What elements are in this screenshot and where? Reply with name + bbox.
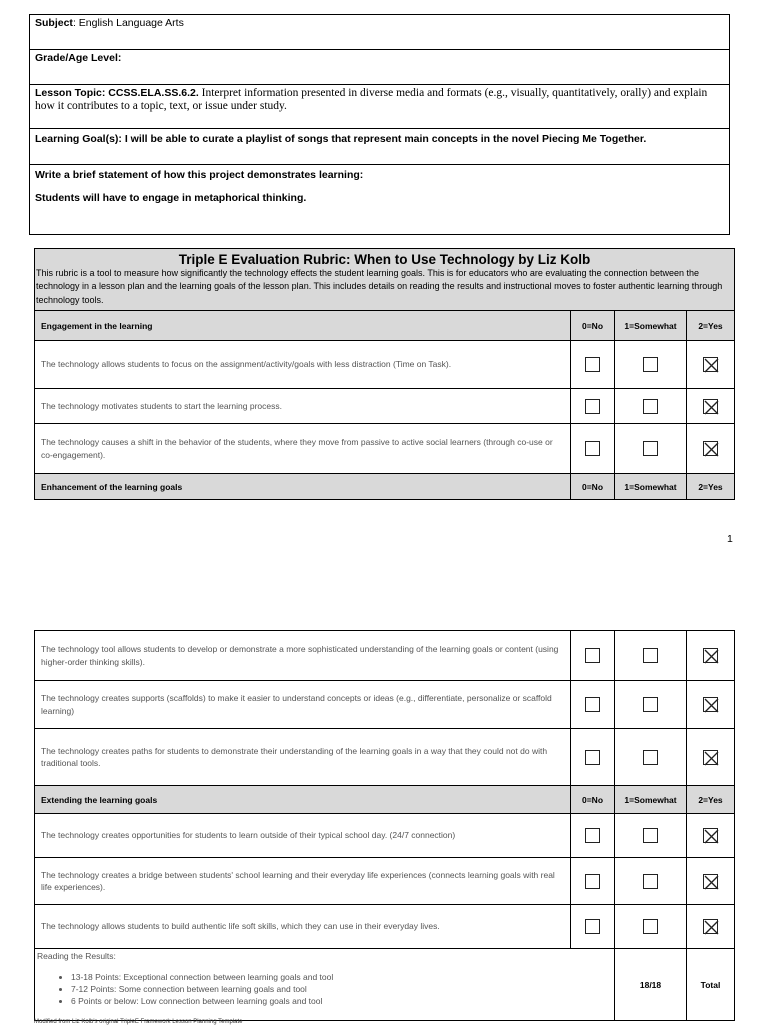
table-row <box>35 424 735 474</box>
criterion-text: The technology creates opportunities for students to learn outside of their typical school day. (24/7 connection) <box>35 814 571 858</box>
subject-row <box>30 15 729 50</box>
grade-label: Grade/Age Level: <box>35 52 122 64</box>
rubric-description: This rubric is a tool to measure how significantly the technology effects the student learning goals. This is for educators who are evaluating the connection between the technology in a lesson plan and the learning goals of the lesson plan. This includes details on reading the results and instructional moves to foster authentic learning through technology tools. <box>36 268 723 305</box>
table-row <box>35 389 735 424</box>
checkbox-somewhat[interactable] <box>643 399 658 414</box>
checkbox-yes-checked[interactable] <box>703 750 718 765</box>
table-row <box>35 814 735 858</box>
col-no: 0=No <box>571 474 615 500</box>
results-heading: Reading the Results: <box>37 951 116 961</box>
col-yes: 2=Yes <box>687 786 735 814</box>
col-somewhat: 1=Somewhat <box>615 311 687 341</box>
checkbox-yes-checked[interactable] <box>703 399 718 414</box>
col-yes: 2=Yes <box>687 311 735 341</box>
rubric-header <box>35 249 735 311</box>
checkbox-no[interactable] <box>585 441 600 456</box>
statement-text: Students will have to engage in metaphorical thinking. <box>35 192 307 204</box>
checkbox-no[interactable] <box>585 874 600 889</box>
checkbox-somewhat[interactable] <box>643 441 658 456</box>
score-value: 18/18 <box>615 949 687 1021</box>
criterion-text: The technology creates paths for students to demonstrate their understanding of the learning goals in a way that they could not do with traditional tools. <box>35 729 571 786</box>
footer-note: Modified from Liz Kolb's original TripleE Framework Lesson Planning Template <box>34 1019 243 1025</box>
criterion-text: The technology creates a bridge between students' school learning and their everyday life experiences (connects learning goals with real life experiences). <box>35 858 571 905</box>
results-list <box>37 971 612 1007</box>
checkbox-no[interactable] <box>585 828 600 843</box>
checkbox-yes-checked[interactable] <box>703 648 718 663</box>
table-row <box>35 729 735 786</box>
checkbox-somewhat[interactable] <box>643 750 658 765</box>
topic-label: Lesson Topic: CCSS.ELA.SS.6.2. <box>35 87 199 99</box>
checkbox-somewhat[interactable] <box>643 874 658 889</box>
total-label: Total <box>687 949 735 1021</box>
topic-text: Interpret information presented in diverse media and formats (e.g., visually, quantitatively, orally) and explain how it contributes to a topic, text, or issue under study. <box>35 87 708 112</box>
reading-results <box>35 949 615 1021</box>
table-row <box>35 905 735 949</box>
col-no: 0=No <box>571 311 615 341</box>
list-item: • 7-12 Points: Some connection between learning goals and tool <box>71 983 612 995</box>
rubric-title: Triple E Evaluation Rubric: When to Use Technology by Liz Kolb <box>178 252 591 268</box>
criterion-text: The technology creates supports (scaffolds) to make it easier to understand concepts or ideas (e.g., differentiate, personalize or scaffold learning) <box>35 681 571 729</box>
checkbox-no[interactable] <box>585 399 600 414</box>
goal-row <box>30 129 729 165</box>
criterion-text: The technology motivates students to start the learning process. <box>35 389 571 424</box>
section-title: Engagement in the learning <box>35 311 571 341</box>
list-item: • 13-18 Points: Exceptional connection between learning goals and tool <box>71 971 612 983</box>
checkbox-yes-checked[interactable] <box>703 697 718 712</box>
col-somewhat: 1=Somewhat <box>615 786 687 814</box>
table-row <box>35 681 735 729</box>
section-header-engagement <box>35 311 735 341</box>
criterion-text: The technology causes a shift in the behavior of the students, where they move from passive to active social learners (through co-use or co-engagement). <box>35 424 571 474</box>
subject-label: Subject <box>35 17 73 29</box>
section-header-enhancement <box>35 474 735 500</box>
checkbox-yes-checked[interactable] <box>703 828 718 843</box>
page-number: 1 <box>727 533 733 545</box>
checkbox-somewhat[interactable] <box>643 828 658 843</box>
col-somewhat: 1=Somewhat <box>615 474 687 500</box>
checkbox-yes-checked[interactable] <box>703 874 718 889</box>
checkbox-no[interactable] <box>585 697 600 712</box>
lesson-info-box <box>29 14 730 235</box>
checkbox-yes-checked[interactable] <box>703 441 718 456</box>
col-yes: 2=Yes <box>687 474 735 500</box>
section-title: Extending the learning goals <box>35 786 571 814</box>
table-row <box>35 858 735 905</box>
checkbox-somewhat[interactable] <box>643 648 658 663</box>
checkbox-no[interactable] <box>585 357 600 372</box>
checkbox-no[interactable] <box>585 648 600 663</box>
section-title: Enhancement of the learning goals <box>35 474 571 500</box>
grade-row <box>30 50 729 85</box>
learning-goal: Learning Goal(s): I will be able to curate a playlist of songs that represent main concepts in the novel Piecing Me Together. <box>35 133 647 145</box>
checkbox-somewhat[interactable] <box>643 357 658 372</box>
checkbox-somewhat[interactable] <box>643 697 658 712</box>
checkbox-yes-checked[interactable] <box>703 919 718 934</box>
checkbox-yes-checked[interactable] <box>703 357 718 372</box>
topic-row <box>30 85 729 129</box>
checkbox-somewhat[interactable] <box>643 919 658 934</box>
subject-value: : English Language Arts <box>72 17 184 29</box>
checkbox-no[interactable] <box>585 919 600 934</box>
table-row <box>35 631 735 681</box>
statement-row <box>30 165 729 234</box>
rubric-table-page2 <box>34 630 735 1021</box>
section-header-extending <box>35 786 735 814</box>
checkbox-no[interactable] <box>585 750 600 765</box>
criterion-text: The technology allows students to focus on the assignment/activity/goals with less distraction (Time on Task). <box>35 341 571 389</box>
list-item: • 6 Points or below: Low connection between learning goals and tool <box>71 995 612 1007</box>
results-row <box>35 949 735 1021</box>
table-row <box>35 341 735 389</box>
rubric-table-page1 <box>34 248 735 500</box>
col-no: 0=No <box>571 786 615 814</box>
criterion-text: The technology allows students to build authentic life soft skills, which they can use in their everyday lives. <box>35 905 571 949</box>
statement-prompt: Write a brief statement of how this project demonstrates learning: <box>35 169 364 181</box>
criterion-text: The technology tool allows students to develop or demonstrate a more sophisticated understanding of the learning goals or content (using higher-order thinking skills). <box>35 631 571 681</box>
